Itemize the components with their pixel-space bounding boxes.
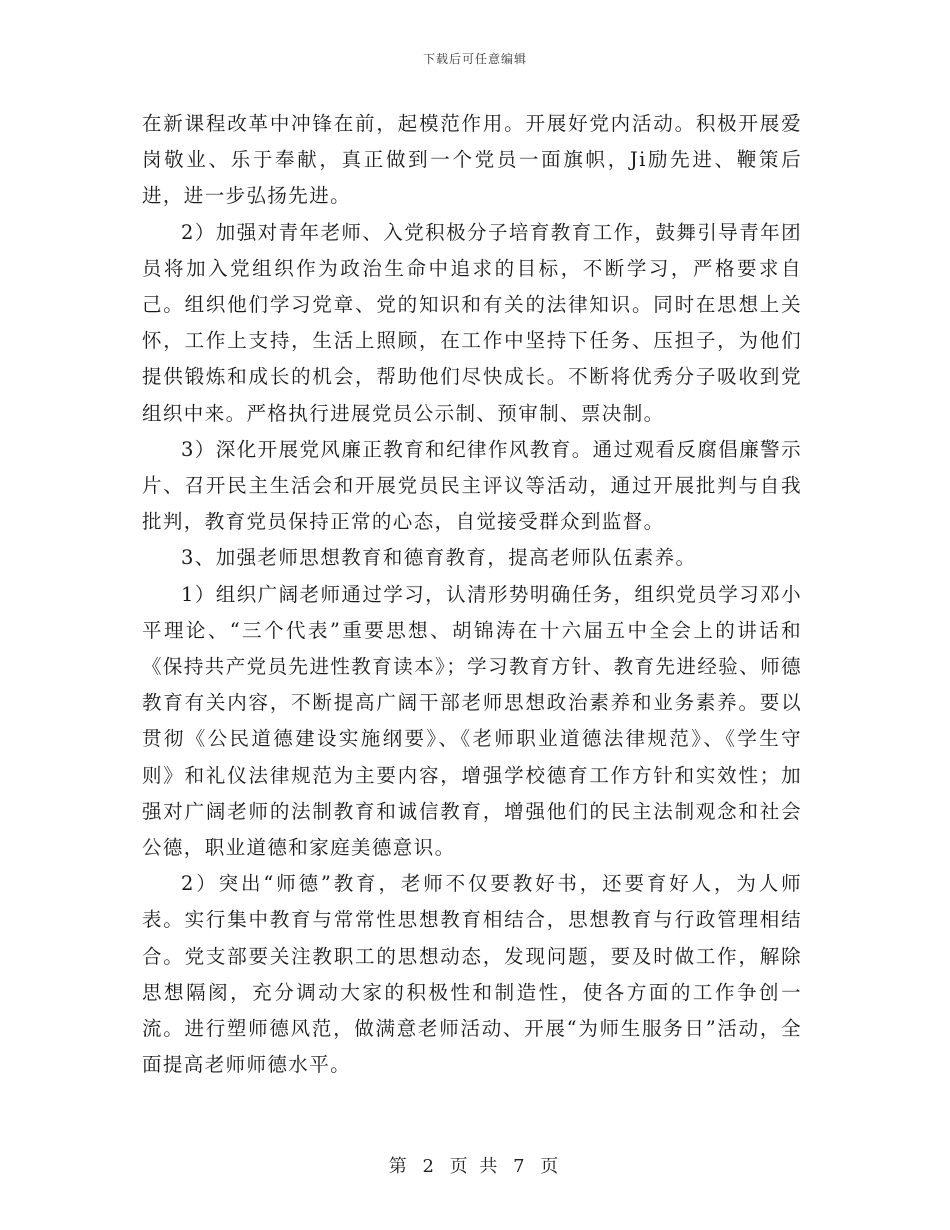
- paragraph-1: 在新课程改革中冲锋在前，起模范作用。开展好党内活动。积极开展爱岗敬业、乐于奉献，真正做到一个党员一面旗帜，Ji励先进、鞭策后进，进一步弘扬先进。: [142, 112, 802, 208]
- paragraph-5: 1）组织广阔老师通过学习，认清形势明确任务，组织党员学习邓小平理论、“三个代表”重要思想、胡锦涛在十六届五中全会上的讲话和《保持共产党员先进性教育读本》；学习教育方针、教育先进经验、师德教育有关内容，不断提高广阔干部老师思想政治素养和业务素养。要以贯彻《公民道德建设实施纲要》、《老师职业道德法律规范》、《学生守则》和礼仪法律规范为主要内容，增强学校德育工作方针和实效性；加强对广阔老师的法制教育和诚信教育，增强他们的民主法制观念和社会公德，职业道德和家庭美德意识。: [142, 582, 802, 860]
- total-page-count: 7: [513, 1156, 528, 1177]
- footer-suffix: 页: [540, 1156, 562, 1177]
- section-heading: 3、加强老师思想教育和德育教育，提高老师队伍素养。: [181, 546, 697, 570]
- page-footer: [0, 1152, 950, 1178]
- paragraph-6: 2）突出“师德”教育，老师不仅要教好书，还要育好人，为人师表。实行集中教育与常常性思想教育相结合，思想教育与行政管理相结合。党支部要关注教职工的思想动态，发现问题，要及时做工作，解除思想隔阂，充分调动大家的积极性和制造性，使各方面的工作争创一流。进行塑师德风范，做满意老师活动、开展“为师生服务日”活动，全面提高老师师德水平。: [142, 872, 802, 1077]
- document-body: [142, 106, 802, 1083]
- current-page-number: 2: [422, 1156, 437, 1177]
- page-header: 下载后可任意编辑: [422, 52, 527, 66]
- footer-prefix: 第: [388, 1156, 410, 1177]
- paragraph-2: 2）加强对青年老师、入党积极分子培育教育工作，鼓舞引导青年团员将加入党组织作为政治生命中追求的目标，不断学习，严格要求自己。组织他们学习党章、党的知识和有关的法律知识。同时在思想上关怀，工作上支持，生活上照顾，在工作中坚持下任务、压担子，为他们提供锻炼和成长的机会，帮助他们尽快成长。不断将优秀分子吸收到党组织中来。严格执行进展党员公示制、预审制、票决制。: [142, 220, 802, 425]
- footer-middle: 页 共: [449, 1156, 501, 1177]
- paragraph-3: 3）深化开展党风廉正教育和纪律作风教育。通过观看反腐倡廉警示片、召开民主生活会和开展党员民主评议等活动，通过开展批判与自我批判，教育党员保持正常的心态，自觉接受群众到监督。: [142, 437, 802, 534]
